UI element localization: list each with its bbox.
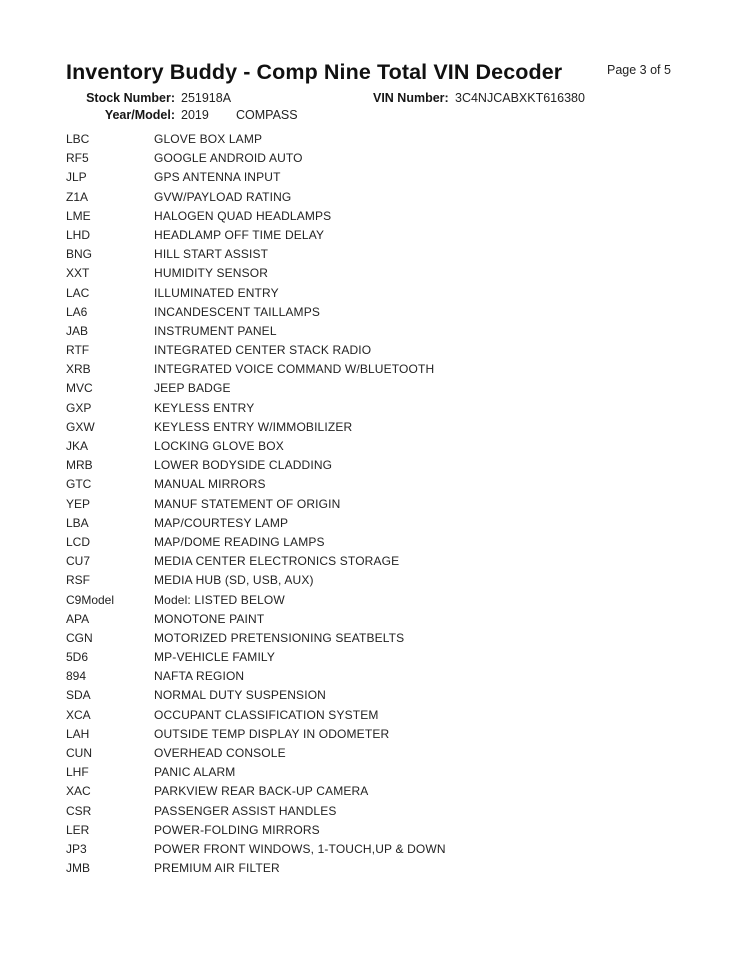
option-description: LOCKING GLOVE BOX bbox=[154, 439, 284, 453]
option-code: YEP bbox=[66, 496, 91, 511]
option-code: CU7 bbox=[66, 554, 91, 569]
table-row bbox=[66, 552, 706, 571]
option-description: PREMIUM AIR FILTER bbox=[154, 861, 280, 876]
option-code: LAH bbox=[66, 726, 90, 741]
option-description: JEEP BADGE bbox=[154, 381, 231, 396]
option-code: RF5 bbox=[66, 151, 89, 166]
table-row bbox=[66, 514, 706, 533]
vin-number-value: 3C4NJCABXKT616380 bbox=[455, 91, 585, 105]
option-description: MOTORIZED PRETENSIONING SEATBELTS bbox=[154, 630, 405, 645]
table-row bbox=[66, 303, 706, 322]
option-description: HALOGEN QUAD HEADLAMPS bbox=[154, 208, 332, 223]
option-description: PARKVIEW REAR BACK-UP CAMERA bbox=[154, 784, 369, 799]
table-row bbox=[66, 322, 706, 341]
table-row bbox=[66, 610, 706, 629]
table-row bbox=[66, 437, 706, 456]
option-code: JAB bbox=[66, 323, 89, 338]
option-code: LHD bbox=[66, 227, 91, 242]
stock-number-label: Stock Number: bbox=[86, 91, 175, 105]
option-description: HILL START ASSIST bbox=[154, 247, 269, 262]
option-code: RSF bbox=[66, 573, 90, 588]
option-description: INCANDESCENT TAILLAMPS bbox=[154, 304, 321, 319]
option-code: BNG bbox=[66, 247, 93, 262]
option-description: GVW/PAYLOAD RATING bbox=[154, 189, 292, 204]
option-description: INTEGRATED VOICE COMMAND W/BLUETOOTH bbox=[154, 362, 435, 377]
option-description: GOOGLE ANDROID AUTO bbox=[154, 151, 303, 166]
table-row bbox=[66, 341, 706, 360]
option-description: MEDIA HUB (SD, USB, AUX) bbox=[154, 573, 314, 588]
table-row bbox=[66, 379, 706, 398]
option-code: LAC bbox=[66, 285, 90, 300]
table-row bbox=[66, 188, 706, 207]
option-description: OCCUPANT CLASSIFICATION SYSTEM bbox=[154, 707, 379, 722]
table-row bbox=[66, 840, 706, 859]
vin-number-label: VIN Number: bbox=[373, 91, 449, 105]
option-code: APA bbox=[66, 611, 90, 626]
option-description: HUMIDITY SENSOR bbox=[154, 266, 269, 281]
table-row bbox=[66, 360, 706, 379]
option-description: KEYLESS ENTRY W/IMMOBILIZER bbox=[154, 419, 353, 434]
option-code: RTF bbox=[66, 343, 90, 358]
table-row bbox=[66, 686, 706, 705]
year-model-label: Year/Model: bbox=[104, 108, 175, 122]
option-code: XCA bbox=[66, 707, 91, 722]
option-code: LA6 bbox=[66, 304, 88, 319]
option-code: GXW bbox=[66, 419, 95, 434]
option-code: CUN bbox=[66, 746, 92, 760]
table-row bbox=[66, 571, 706, 590]
table-row bbox=[66, 763, 706, 782]
header-row-year-model bbox=[0, 108, 742, 124]
table-row bbox=[66, 284, 706, 303]
option-code: LBA bbox=[66, 515, 89, 530]
table-row bbox=[66, 495, 706, 514]
option-description: MP-VEHICLE FAMILY bbox=[154, 650, 276, 665]
option-description: ILLUMINATED ENTRY bbox=[154, 285, 279, 300]
table-row bbox=[66, 130, 706, 149]
option-code: MVC bbox=[66, 381, 93, 396]
option-code: LER bbox=[66, 822, 90, 837]
table-row bbox=[66, 648, 706, 667]
option-description: PASSENGER ASSIST HANDLES bbox=[154, 803, 337, 818]
option-description: INTEGRATED CENTER STACK RADIO bbox=[154, 343, 372, 358]
option-code: XAC bbox=[66, 784, 91, 799]
option-description: GLOVE BOX LAMP bbox=[154, 132, 263, 146]
option-code: SDA bbox=[66, 688, 91, 703]
option-description: POWER FRONT WINDOWS, 1-TOUCH,UP & DOWN bbox=[154, 841, 446, 856]
option-description: LOWER BODYSIDE CLADDING bbox=[154, 458, 333, 473]
option-description: MAP/COURTESY LAMP bbox=[154, 515, 289, 530]
table-row bbox=[66, 226, 706, 245]
option-code: Z1A bbox=[66, 189, 89, 204]
table-row bbox=[66, 149, 706, 168]
option-description: MANUF STATEMENT OF ORIGIN bbox=[154, 496, 341, 511]
option-code: JLP bbox=[66, 170, 87, 185]
table-row bbox=[66, 475, 706, 494]
table-row bbox=[66, 245, 706, 264]
option-description: MANUAL MIRRORS bbox=[154, 477, 266, 492]
option-code: CSR bbox=[66, 803, 92, 818]
table-row bbox=[66, 725, 706, 744]
model-value: COMPASS bbox=[236, 108, 298, 122]
table-row bbox=[66, 821, 706, 840]
page-title: Inventory Buddy - Comp Nine Total VIN Decoder bbox=[66, 60, 563, 84]
year-value: 2019 bbox=[181, 108, 209, 122]
option-description: Model: LISTED BELOW bbox=[154, 592, 285, 607]
option-code: C9Model bbox=[66, 592, 115, 607]
option-code: 5D6 bbox=[66, 650, 89, 665]
option-description: MONOTONE PAINT bbox=[154, 611, 265, 626]
option-description: POWER-FOLDING MIRRORS bbox=[154, 822, 320, 837]
table-row bbox=[66, 706, 706, 725]
option-description: MAP/DOME READING LAMPS bbox=[154, 534, 325, 549]
option-description: MEDIA CENTER ELECTRONICS STORAGE bbox=[154, 554, 400, 569]
table-row bbox=[66, 591, 706, 610]
table-row bbox=[66, 418, 706, 437]
option-code: XXT bbox=[66, 266, 90, 281]
table-row bbox=[66, 456, 706, 475]
option-code: JKA bbox=[66, 439, 89, 453]
table-row bbox=[66, 802, 706, 821]
option-description: KEYLESS ENTRY bbox=[154, 400, 255, 415]
option-description: PANIC ALARM bbox=[154, 765, 236, 780]
option-codes-list bbox=[66, 130, 706, 878]
option-code: LCD bbox=[66, 534, 91, 549]
option-description: GPS ANTENNA INPUT bbox=[154, 170, 281, 185]
option-code: GXP bbox=[66, 400, 92, 415]
option-description: OUTSIDE TEMP DISPLAY IN ODOMETER bbox=[154, 726, 390, 741]
option-code: CGN bbox=[66, 630, 93, 645]
option-code: JP3 bbox=[66, 841, 87, 856]
option-code: LBC bbox=[66, 132, 90, 146]
table-row bbox=[66, 533, 706, 552]
option-description: INSTRUMENT PANEL bbox=[154, 323, 277, 338]
option-code: 894 bbox=[66, 669, 87, 684]
table-row bbox=[66, 207, 706, 226]
page-number-indicator: Page 3 of 5 bbox=[607, 63, 671, 77]
option-code: LME bbox=[66, 208, 91, 223]
option-code: XRB bbox=[66, 362, 91, 377]
option-description: NORMAL DUTY SUSPENSION bbox=[154, 688, 326, 703]
option-description: OVERHEAD CONSOLE bbox=[154, 746, 286, 760]
option-description: NAFTA REGION bbox=[154, 669, 245, 684]
table-row bbox=[66, 782, 706, 801]
table-row bbox=[66, 168, 706, 187]
option-description: HEADLAMP OFF TIME DELAY bbox=[154, 227, 325, 242]
option-code: MRB bbox=[66, 458, 93, 473]
table-row bbox=[66, 667, 706, 686]
option-code: JMB bbox=[66, 861, 90, 876]
table-row bbox=[66, 399, 706, 418]
table-row bbox=[66, 859, 706, 878]
table-row bbox=[66, 744, 706, 763]
header-row-stock-vin bbox=[0, 91, 742, 107]
option-code: LHF bbox=[66, 765, 89, 780]
option-code: GTC bbox=[66, 477, 92, 492]
stock-number-value: 251918A bbox=[181, 91, 232, 105]
table-row bbox=[66, 629, 706, 648]
table-row bbox=[66, 264, 706, 283]
